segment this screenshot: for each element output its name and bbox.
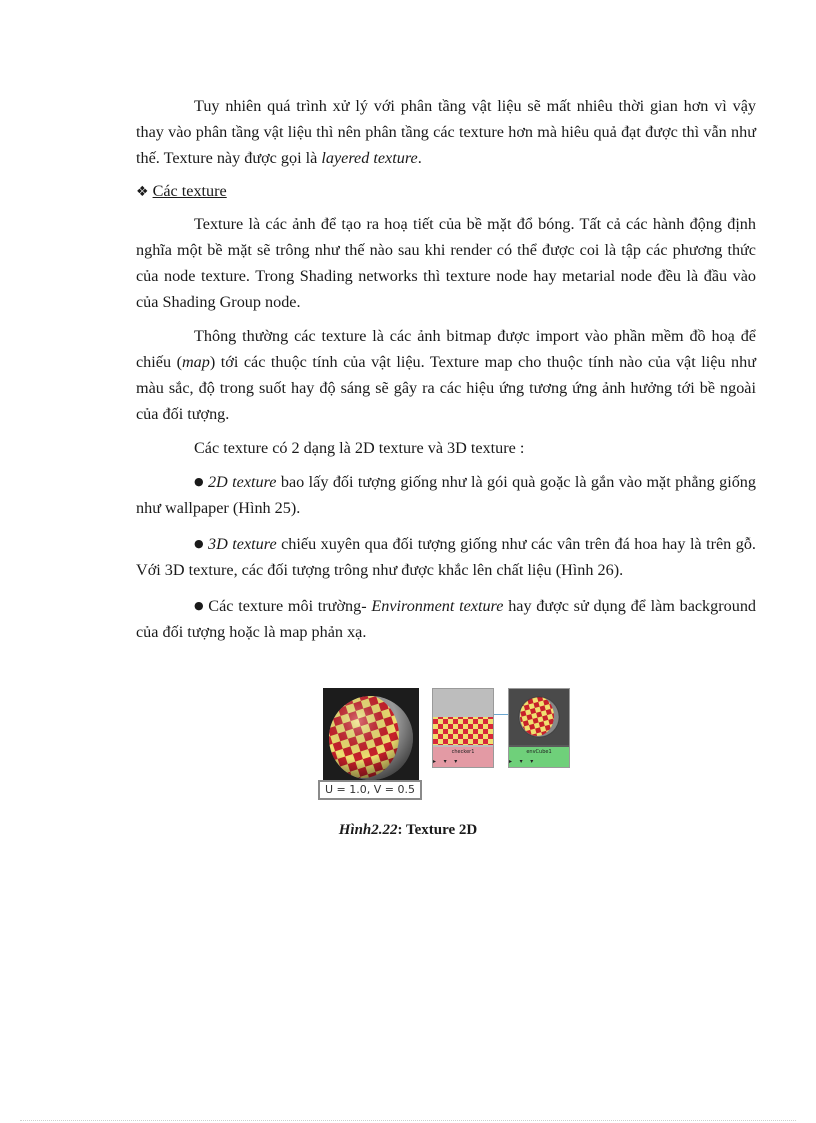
environment-node-label: envCube1 [509,747,569,757]
sphere-render [323,688,419,784]
section-heading-title: Các texture [152,182,227,200]
environment-node [508,688,570,768]
page-footer-rule [20,1120,796,1121]
node-ports: ▸ ▾ ▾ [433,757,493,767]
paragraph-text: Thông thường các texture là các ảnh bitmap được import vào phần mềm đồ hoạ để chiếu ( [136,327,756,371]
bullet-text: bao lấy đối tượng giống như là gói quà goặc là gắn vào mặt phẳng giống như wallpaper (Hình 25). [136,473,756,517]
checker-node-label: checker1 [433,747,493,757]
bullet-text: chiếu xuyên qua đối tượng giống như các vân trên đá hoa hay là trên gỗ. Với 3D texture, các đối tượng trông như được khắc lên chất liệu (Hình 26). [136,535,756,579]
bullet-3d-texture [136,531,756,583]
paragraph-layered-texture [136,93,756,171]
term-2d-texture: 2D texture [207,473,277,491]
term-map: map [181,353,210,371]
term-3d-texture: 3D texture [208,535,277,553]
uv-coordinate-label: U = 1.0, V = 0.5 [318,780,422,800]
bullet-2d-texture [136,469,756,521]
bullet-environment-texture [136,593,756,645]
bullet-dot-icon: ● [194,537,205,550]
textured-sphere-image [323,688,419,784]
node-connection [494,714,508,715]
figure-caption [0,822,816,839]
environment-swatch [509,689,569,745]
bullet-dot-icon: ● [194,475,204,488]
bullet-text: hay được sử dụng để làm background của đối tượng hoặc là map phản xạ. [136,597,757,641]
term-layered-texture: layered texture [321,149,418,167]
term-environment-texture: Environment texture [371,597,504,615]
paragraph-text: ) tới các thuộc tính của vật liệu. Texture map cho thuộc tính nào của vật liệu như màu sắc, độ trong suốt hay độ sáng sẽ gây ra các hiệu ứng tương ứng ảnh hưởng tới bề ngoài của đối tượng. [136,353,756,423]
caption-text: : Texture 2D [397,822,478,838]
paragraph-text: Tuy nhiên quá trình xử lý với phân tầng vật liệu sẽ mất nhiêu thời gian hơn vì vậy thay vào phân tầng vật liệu thì nên phân tầng các texture hơn mà hiêu quả đạt được thì vẫn như thế. Texture này được gọi là [136,97,756,167]
figure-texture-2d [318,686,578,806]
checker-swatch [433,689,493,745]
section-heading [136,179,227,204]
paragraph-end: . [417,149,422,167]
diamond-bullet-icon: ❖ [136,184,149,200]
paragraph-texture-definition: Texture là các ảnh để tạo ra hoạ tiết của bề mặt đổ bóng. Tất cả các hành động định nghĩa một bề mặt sẽ trông như thế nào sau khi render có thể được coi là tập các phương thức của node texture. Trong Shading networks thì texture node hay metarial node đều là đầu vào của Shading Group node. [136,215,756,311]
caption-label: Hình2.22 [338,822,398,838]
node-ports: ▸ ▾ ▾ [509,757,569,767]
paragraph-bitmap-mapping [136,323,756,427]
bullet-dot-icon: ● [194,599,205,612]
bullet-prefix: Các texture môi trường- [208,597,372,615]
checker-node [432,688,494,768]
paragraph-texture-types: Các texture có 2 dạng là 2D texture và 3D texture : [194,439,525,457]
